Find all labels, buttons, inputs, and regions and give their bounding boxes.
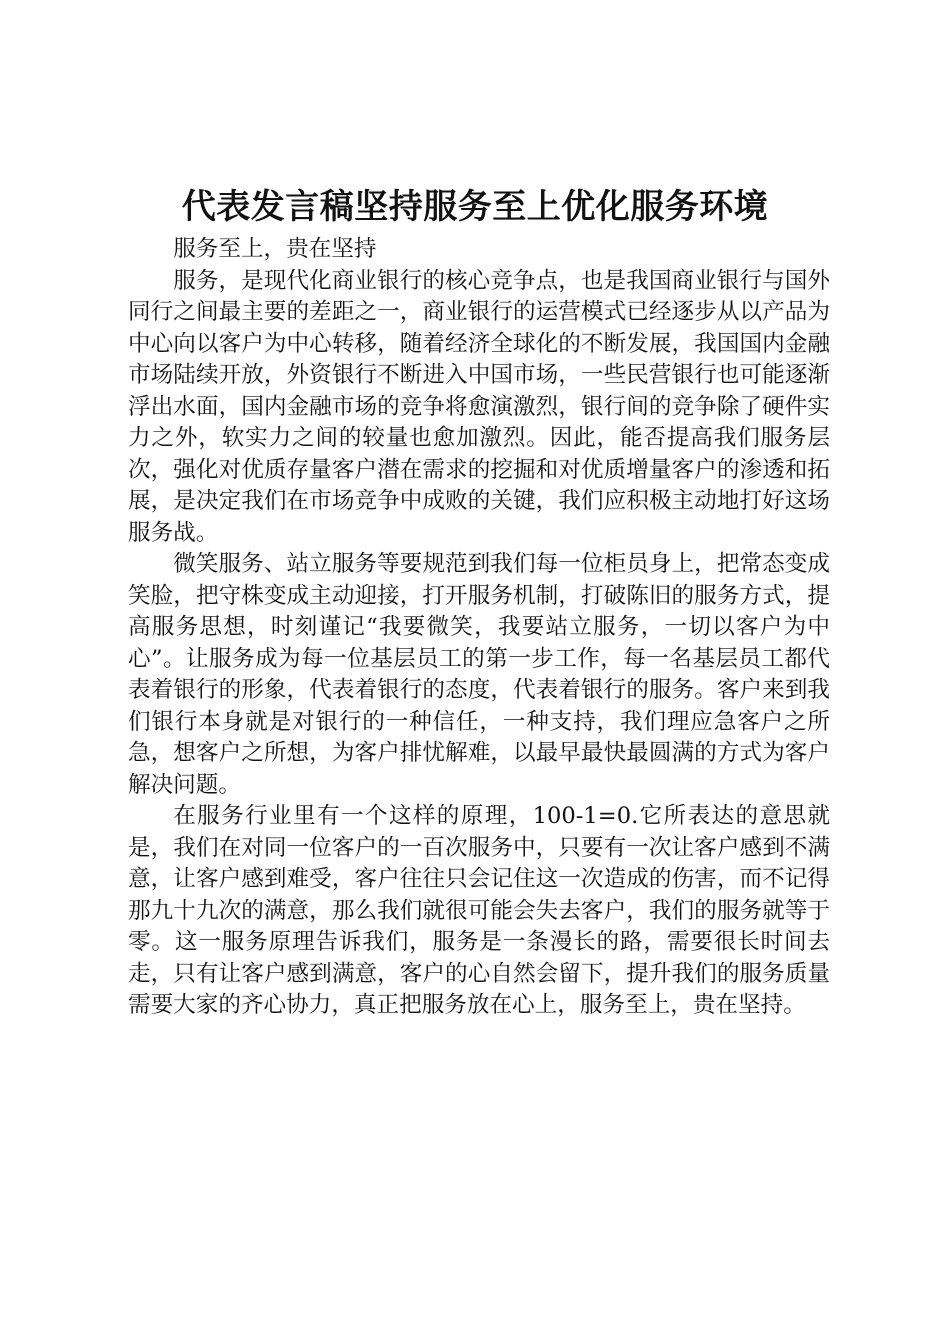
document-body [128,234,830,1022]
paragraph-1: 服务，是现代化商业银行的核心竞争点，也是我国商业银行与国外同行之间最主要的差距之一，商业银行的运营模式已经逐步从以产品为中心向以客户为中心转移，随着经济全球化的不断发展，我国国内金融市场陆续开放，外资银行不断进入中国市场，一些民营银行也可能逐渐浮出水面，国内金融市场的竞争将愈演激烈，银行间的竞争除了硬件实力之外，软实力之间的较量也愈加激烈。因此，能否提高我们服务层次，强化对优质存量客户潜在需求的挖掘和对优质增量客户的渗透和拓展，是决定我们在市场竞争中成败的关键，我们应积极主动地打好这场服务战。 [128,267,830,546]
document-title: 代表发言稿坚持服务至上优化服务环境 [181,187,769,227]
document-subtitle: 服务至上，贵在坚持 [173,236,377,262]
paragraph-2: 微笑服务、站立服务等要规范到我们每一位柜员身上，把常态变成笑脸，把守株变成主动迎接，打开服务机制，打破陈旧的服务方式，提高服务思想，时刻谨记“我要微笑，我要站立服务，一切以客户为中心”。让服务成为每一位基层员工的第一步工作，每一名基层员工都代表着银行的形象，代表着银行的态度，代表着银行的服务。客户来到我们银行本身就是对银行的一种信任，一种支持，我们理应急客户之所急，想客户之所想，为客户排忧解难，以最早最快最圆满的方式为客户解决问题。 [128,551,830,798]
paragraph-3: 在服务行业里有一个这样的原理，100-1=0.它所表达的意思就是，我们在对同一位客户的一百次服务中，只要有一次让客户感到不满意，让客户感到难受，客户往往只会记住这一次造成的伤害，而不记得那九十九次的满意，那么我们就很可能会失去客户，我们的服务就等于零。这一服务原理告诉我们，服务是一条漫长的路，需要很长时间去走，只有让客户感到满意，客户的心自然会留下，提升我们的服务质量需要大家的齐心协力，真正把服务放在心上，服务至上，贵在坚持。 [128,803,830,1018]
